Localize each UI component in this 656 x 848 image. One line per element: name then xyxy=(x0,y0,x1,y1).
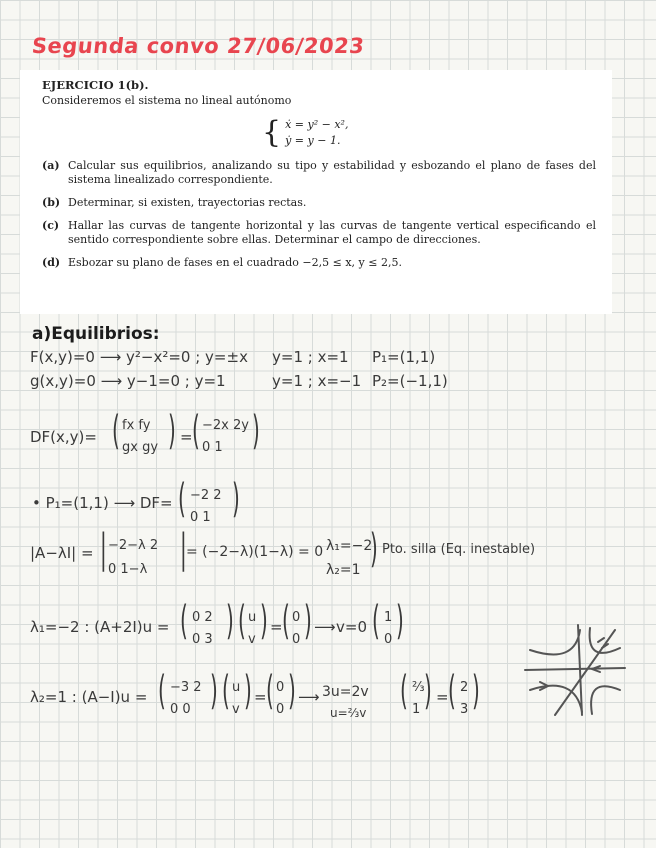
ev1-u-row1: u xyxy=(248,610,257,625)
ev1-mat-paren-right: ) xyxy=(226,596,234,644)
ev2-equals-2: = xyxy=(436,688,449,706)
jacobian-sym-row2: gx gy xyxy=(122,440,159,455)
exercise-item-a: (a) Calcular sus equilibrios, analizando su tipo y estabilidad y esbozando el plano de fases del sistema linealizado correspondiente. xyxy=(42,159,596,186)
note-title: Segunda convo 27/06/2023 xyxy=(30,34,366,58)
eigvec1-label: λ₁=−2 : (A+2I)u = xyxy=(30,618,170,636)
ev2-vec-paren-left: ( xyxy=(400,666,408,714)
ev2-zero-row1: 0 xyxy=(276,680,285,695)
jacobian-paren-right: ) xyxy=(168,406,176,454)
exercise-item-b: (b) Determinar, si existen, trayectorias rectas. xyxy=(42,196,307,209)
ev2-vec-row1: ⅔ xyxy=(412,680,425,695)
ev1-vec-row2: 0 xyxy=(384,632,393,647)
ev1-zero-paren-right: ) xyxy=(304,596,312,644)
jacobian-label: DF(x,y)= xyxy=(30,428,97,446)
ev1-vec-paren-right: ) xyxy=(396,596,404,644)
jacobian-sym-row1: fx fy xyxy=(122,418,151,433)
ev2-vec-row2: 1 xyxy=(412,702,421,717)
ev2-result-2: u=⅔v xyxy=(330,706,367,720)
ev2-u-row2: v xyxy=(232,702,240,717)
ev2-mat-row1: −3 2 xyxy=(170,680,202,695)
ev2-u-row1: u xyxy=(232,680,241,695)
char-label: |A−λI| = xyxy=(30,544,94,562)
jacobian-val-row2: 0 1 xyxy=(202,440,223,455)
char-equation: = (−2−λ)(1−λ) = 0 xyxy=(186,544,324,560)
ev1-vec-paren-left: ( xyxy=(372,596,380,644)
point-p2: P₂=(−1,1) xyxy=(372,372,448,390)
ode-system xyxy=(262,113,602,153)
exercise-intro: Consideremos el sistema no lineal autónomo xyxy=(42,94,292,107)
exercise-title: EJERCICIO 1(b). xyxy=(42,78,149,92)
saddle-phase-sketch xyxy=(520,620,630,720)
solution-2: y=1 ; x=−1 xyxy=(272,372,362,390)
section-equilibria-title: a)Equilibrios: xyxy=(32,324,160,344)
ev2-u-paren-left: ( xyxy=(222,666,230,714)
ev1-u-paren-left: ( xyxy=(238,596,246,644)
ev2-vec2-row2: 3 xyxy=(460,702,469,717)
ev1-arrow: ⟶ xyxy=(314,618,336,636)
char-mat-row1: −2−λ 2 xyxy=(108,538,159,553)
ev1-u-row2: v xyxy=(248,632,256,647)
ev2-arrow: ⟶ xyxy=(298,688,320,706)
ev2-vec2-row1: 2 xyxy=(460,680,469,695)
ev2-vec2-paren-left: ( xyxy=(448,666,456,714)
equals-sign: = xyxy=(180,428,193,446)
p1-mat-row1: −2 2 xyxy=(190,488,222,503)
jacobian-val-row1: −2x 2y xyxy=(202,418,249,433)
ev1-zero-paren-left: ( xyxy=(282,596,290,644)
eigen-paren: ) xyxy=(370,524,378,572)
char-mat-row2: 0 1−λ xyxy=(108,562,148,577)
ev2-mat-paren-right: ) xyxy=(210,666,218,714)
ev1-result: v=0 xyxy=(336,618,367,636)
exercise-item-d: (d) Esbozar su plano de fases en el cuadrado −2,5 ≤ x, y ≤ 2,5. xyxy=(42,256,402,269)
ev2-result-1: 3u=2v xyxy=(322,684,369,700)
ev2-u-paren-right: ) xyxy=(244,666,252,714)
ev1-zero-row2: 0 xyxy=(292,632,301,647)
ev1-u-paren-right: ) xyxy=(260,596,268,644)
p1-mat-paren-left: ( xyxy=(178,474,186,522)
ev1-equals: = xyxy=(270,618,283,636)
exercise-card xyxy=(20,70,612,314)
eigenvalue-2: λ₂=1 xyxy=(326,562,361,578)
ev2-zero-paren-left: ( xyxy=(266,666,274,714)
jacobian-val-paren-right: ) xyxy=(252,406,260,454)
p1-mat-row2: 0 1 xyxy=(190,510,211,525)
ev2-vec-paren-right: ) xyxy=(424,666,432,714)
p1-mat-paren-right: ) xyxy=(232,474,240,522)
ev1-vec-row1: 1 xyxy=(384,610,393,625)
jacobian-paren-left: ( xyxy=(112,406,120,454)
ev2-mat-row2: 0 0 xyxy=(170,702,191,717)
ev1-mat-paren-left: ( xyxy=(180,596,188,644)
ev2-zero-row2: 0 xyxy=(276,702,285,717)
equation-g: g(x,y)=0 ⟶ y−1=0 ; y=1 xyxy=(30,372,226,390)
equation-x: ẋ = y² − x², xyxy=(285,118,349,131)
eigvec2-label: λ₂=1 : (A−I)u = xyxy=(30,688,148,706)
equation-y: ẏ = y − 1. xyxy=(285,134,341,147)
ev1-mat-row1: 0 2 xyxy=(192,610,213,625)
ev2-mat-paren-left: ( xyxy=(158,666,166,714)
ev1-mat-row2: 0 3 xyxy=(192,632,213,647)
point-p1-jacobian-label: • P₁=(1,1) ⟶ DF= xyxy=(32,494,173,512)
jacobian-val-paren-left: ( xyxy=(192,406,200,454)
ev1-zero-row1: 0 xyxy=(292,610,301,625)
ev2-vec2-paren-right: ) xyxy=(472,666,480,714)
classification: Pto. silla (Eq. inestable) xyxy=(382,542,536,557)
char-bar-left: | xyxy=(100,524,107,572)
solution-1: y=1 ; x=1 xyxy=(272,348,349,366)
exercise-item-c: (c) Hallar las curvas de tangente horizontal y las curvas de tangente vertical especificando el sentido correspondiente sobre ellas. Determinar el campo de direcciones. xyxy=(42,219,596,246)
left-brace: { xyxy=(262,115,282,150)
eigenvalue-1: λ₁=−2 xyxy=(326,538,373,554)
ev2-zero-paren-right: ) xyxy=(288,666,296,714)
char-bar-right: | xyxy=(180,524,187,572)
point-p1: P₁=(1,1) xyxy=(372,348,436,366)
ev2-equals: = xyxy=(254,688,267,706)
equation-f: F(x,y)=0 ⟶ y²−x²=0 ; y=±x xyxy=(30,348,248,366)
